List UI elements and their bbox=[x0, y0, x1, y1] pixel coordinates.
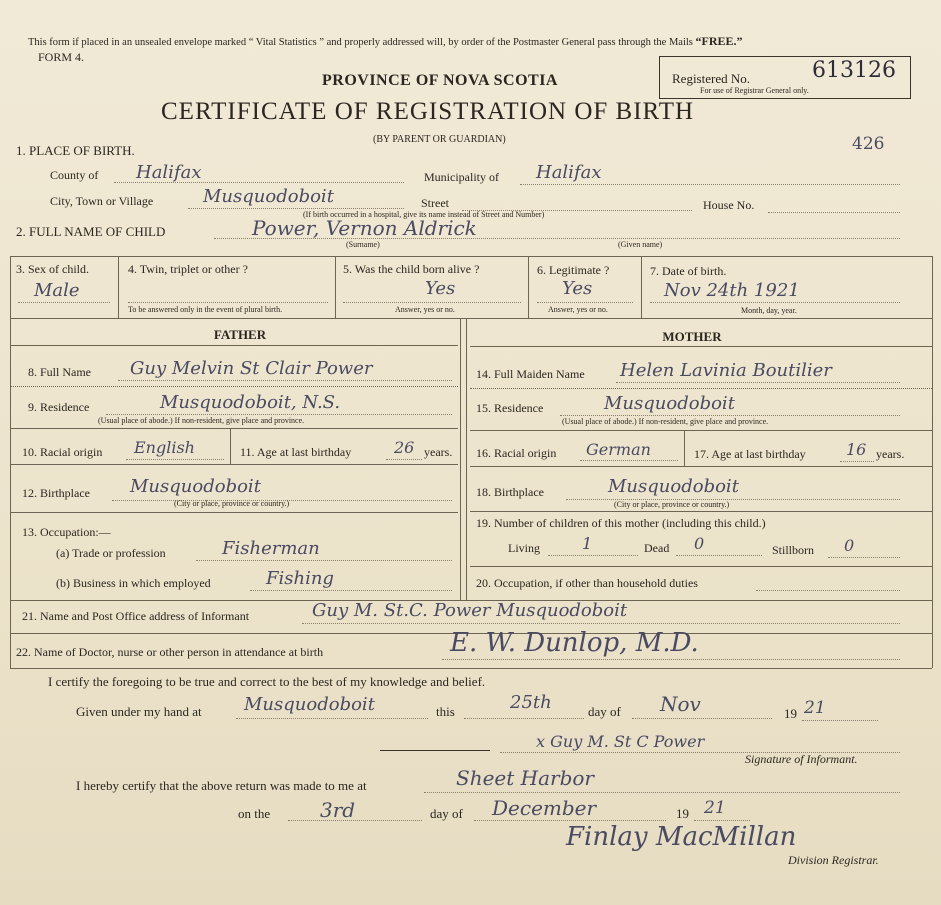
dob-label: 7. Date of birth. bbox=[650, 264, 727, 278]
county-label: County of bbox=[50, 168, 99, 182]
street-label: Street bbox=[421, 196, 449, 210]
father-residence-label: 9. Residence bbox=[28, 400, 90, 414]
given-under-label: Given under my hand at bbox=[76, 704, 202, 719]
this-label: this bbox=[436, 704, 455, 719]
registrar-month-value: December bbox=[492, 796, 597, 820]
living-value: 1 bbox=[582, 534, 593, 553]
registrar-place-value: Sheet Harbor bbox=[456, 766, 594, 790]
father-birthplace-value: Musquodoboit bbox=[130, 476, 261, 497]
informant-label: 21. Name and Post Office address of Informant bbox=[22, 609, 250, 623]
father-racial-value: English bbox=[134, 438, 195, 457]
place-of-birth-heading: 1. PLACE OF BIRTH. bbox=[16, 143, 135, 158]
mother-occupation-label: 20. Occupation, if other than household duties bbox=[476, 576, 698, 590]
dob-note: Month, day, year. bbox=[741, 306, 797, 315]
registrar-day-value: 3rd bbox=[320, 798, 356, 822]
province-heading: PROVINCE OF NOVA SCOTIA bbox=[322, 72, 558, 89]
county-value: Halifax bbox=[136, 162, 202, 183]
house-label: House No. bbox=[703, 198, 755, 212]
mother-age-label: 17. Age at last birthday bbox=[694, 447, 806, 461]
father-birthplace-label: 12. Birthplace bbox=[22, 486, 90, 500]
mother-name-label: 14. Full Maiden Name bbox=[476, 367, 585, 381]
hospital-note: (If birth occurred in a hospital, give its name instead of Street and Number) bbox=[303, 210, 545, 219]
city-label: City, Town or Village bbox=[50, 194, 154, 208]
sex-label: 3. Sex of child. bbox=[16, 262, 89, 276]
father-years: years. bbox=[424, 445, 453, 459]
father-name-value: Guy Melvin St Clair Power bbox=[130, 358, 373, 379]
informant-signature-caption: Signature of Informant. bbox=[745, 752, 858, 766]
mother-name-value: Helen Lavinia Boutilier bbox=[620, 360, 832, 381]
doctor-label: 22. Name of Doctor, nurse or other person in attendance at birth bbox=[16, 645, 324, 659]
informant-value: Guy M. St.C. Power Musquodoboit bbox=[312, 600, 628, 621]
given-name-note: (Given name) bbox=[618, 240, 663, 249]
given-place-value: Musquodoboit bbox=[244, 694, 375, 715]
registrar-signature: Finlay MacMillan bbox=[566, 822, 797, 852]
mother-racial-value: German bbox=[586, 440, 651, 459]
registrar-year-value: 21 bbox=[704, 798, 726, 818]
form-number: FORM 4. bbox=[38, 50, 85, 64]
child-name-label: 2. FULL NAME OF CHILD bbox=[16, 224, 166, 239]
surname-note: (Surname) bbox=[346, 240, 380, 249]
stillborn-label: Stillborn bbox=[772, 543, 815, 557]
municipality-value: Halifax bbox=[536, 162, 602, 183]
given-day-of: day of bbox=[588, 704, 621, 719]
doctor-value: E. W. Dunlop, M.D. bbox=[450, 628, 699, 658]
registered-label: Registered No. bbox=[672, 71, 750, 86]
informant-signature: x Guy M. St C Power bbox=[536, 732, 705, 751]
mother-racial-label: 16. Racial origin bbox=[476, 446, 557, 460]
father-name-label: 8. Full Name bbox=[28, 365, 91, 379]
father-heading: FATHER bbox=[213, 327, 267, 342]
given-month-value: Nov bbox=[660, 692, 701, 716]
dead-label: Dead bbox=[644, 541, 670, 555]
mother-birthplace-value: Musquodoboit bbox=[608, 476, 739, 497]
father-abode-note: (Usual place of abode.) If non-resident, give place and province. bbox=[98, 416, 305, 425]
alive-value: Yes bbox=[425, 278, 456, 299]
twin-label: 4. Twin, triplet or other ? bbox=[128, 262, 248, 276]
father-age-label: 11. Age at last birthday bbox=[240, 445, 352, 459]
registrar-certify: I hereby certify that the above return was made to me at bbox=[76, 778, 367, 793]
occupation-label: 13. Occupation:— bbox=[22, 525, 111, 539]
twin-note: To be answered only in the event of plural birth. bbox=[128, 305, 283, 314]
dead-value: 0 bbox=[694, 534, 705, 553]
alive-note: Answer, yes or no. bbox=[395, 305, 455, 314]
legitimate-note: Answer, yes or no. bbox=[548, 305, 608, 314]
mother-residence-label: 15. Residence bbox=[476, 401, 544, 415]
given-year-value: 21 bbox=[804, 698, 826, 718]
child-name-value: Power, Vernon Aldrick bbox=[252, 216, 477, 240]
postal-note-free: “FREE.” bbox=[695, 34, 743, 48]
trade-label: (a) Trade or profession bbox=[56, 546, 166, 560]
certificate-subtitle: (BY PARENT OR GUARDIAN) bbox=[373, 134, 506, 145]
dob-value: Nov 24th 1921 bbox=[664, 280, 800, 301]
mother-heading: MOTHER bbox=[662, 329, 722, 344]
business-label: (b) Business in which employed bbox=[56, 576, 211, 590]
sex-value: Male bbox=[34, 280, 80, 301]
margin-number: 426 bbox=[852, 134, 885, 154]
mother-birthplace-label: 18. Birthplace bbox=[476, 485, 544, 499]
registrar-on-the: on the bbox=[238, 806, 271, 821]
registered-number: 613126 bbox=[812, 58, 896, 83]
registrar-year-prefix: 19 bbox=[676, 806, 689, 821]
registrar-day-of: day of bbox=[430, 806, 463, 821]
mother-residence-value: Musquodoboit bbox=[604, 393, 735, 414]
legitimate-label: 6. Legitimate ? bbox=[537, 263, 610, 277]
father-age-value: 26 bbox=[394, 438, 415, 457]
father-city-note: (City or place, province or country.) bbox=[174, 499, 290, 508]
registrar-caption: Division Registrar. bbox=[788, 853, 879, 867]
children-label: 19. Number of children of this mother (including this child.) bbox=[476, 516, 766, 530]
legitimate-value: Yes bbox=[562, 278, 593, 299]
trade-value: Fisherman bbox=[222, 538, 320, 559]
registrar-general-note: For use of Registrar General only. bbox=[700, 86, 809, 95]
city-value: Musquodoboit bbox=[203, 186, 334, 207]
stillborn-value: 0 bbox=[844, 536, 855, 555]
certificate-title: CERTIFICATE OF REGISTRATION OF BIRTH bbox=[161, 98, 695, 125]
mother-years: years. bbox=[876, 447, 905, 461]
father-racial-label: 10. Racial origin bbox=[22, 445, 103, 459]
given-day-value: 25th bbox=[510, 692, 552, 713]
alive-label: 5. Was the child born alive ? bbox=[343, 262, 480, 276]
living-label: Living bbox=[508, 541, 540, 555]
mother-city-note: (City or place, province or country.) bbox=[614, 500, 730, 509]
municipality-label: Municipality of bbox=[424, 170, 499, 184]
father-residence-value: Musquodoboit, N.S. bbox=[160, 392, 341, 413]
certify-statement: I certify the foregoing to be true and correct to the best of my knowledge and belief. bbox=[48, 674, 486, 689]
given-year-prefix: 19 bbox=[784, 706, 797, 721]
business-value: Fishing bbox=[266, 568, 334, 589]
mother-age-value: 16 bbox=[846, 440, 867, 459]
postal-note: This form if placed in an unsealed envelope marked “ Vital Statistics ” and properly addressed will, by order of the Postmaster General pass through the Mails “FREE.” bbox=[28, 34, 743, 48]
mother-abode-note: (Usual place of abode.) If non-resident, give place and province. bbox=[562, 417, 769, 426]
